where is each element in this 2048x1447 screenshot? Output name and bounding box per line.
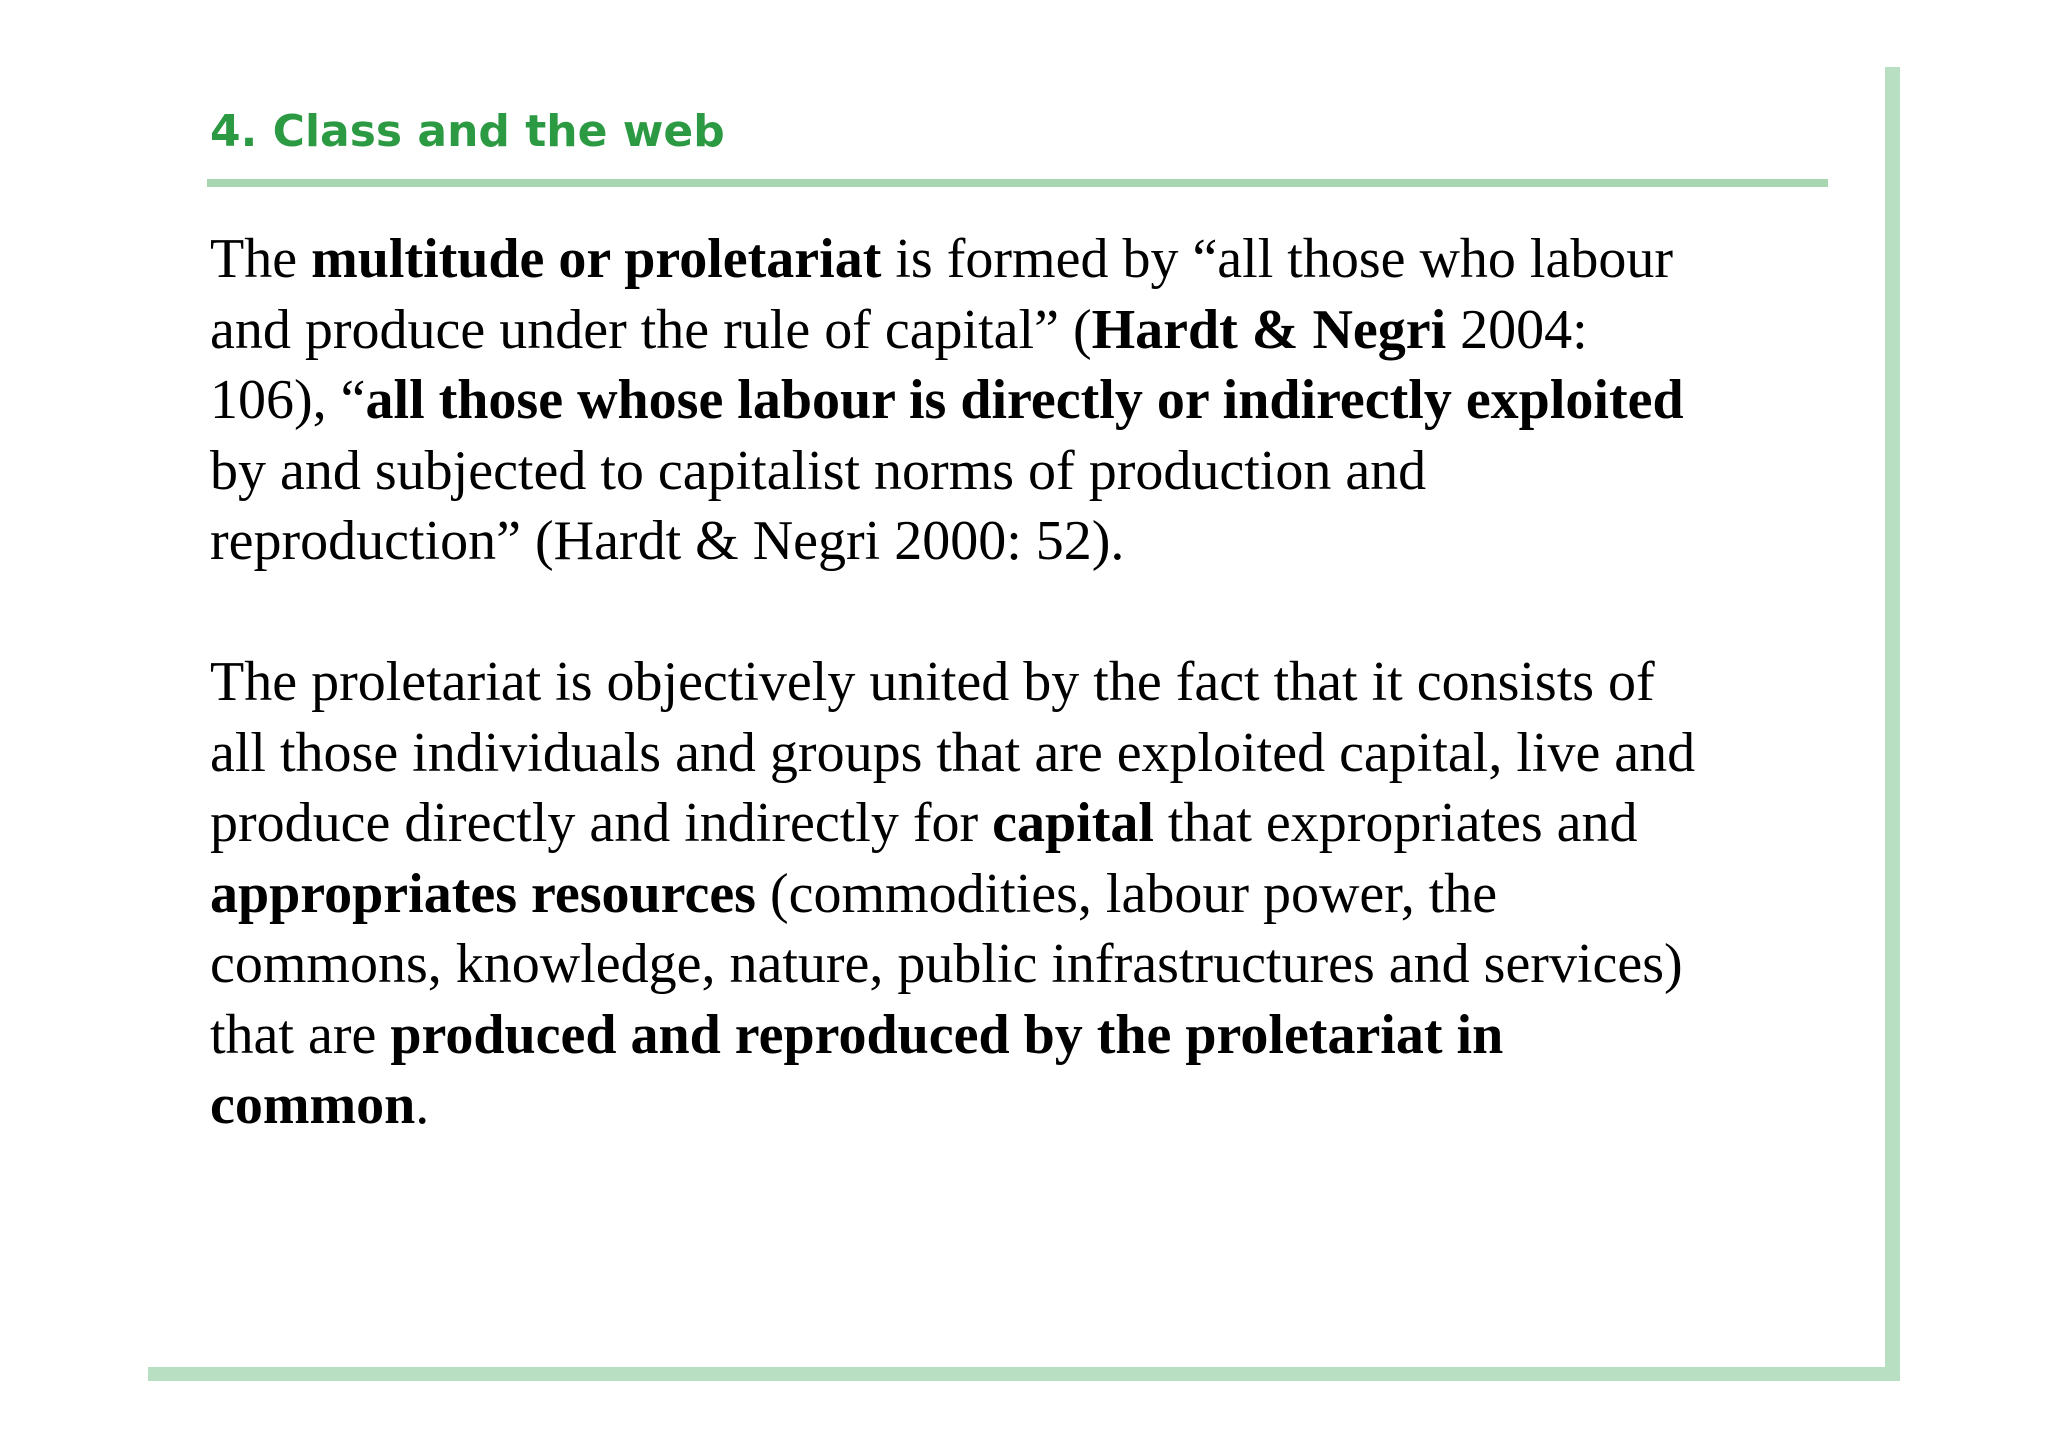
paragraph1-line4: by and subjected to capitalist norms of production and [210, 439, 1427, 502]
paragraph2-line2: all those individuals and groups that are exploited capital, live and [210, 721, 1696, 784]
text-run: The [210, 228, 312, 290]
text-run: produce directly and indirectly for [210, 792, 993, 854]
paragraph-multitude-definition [210, 224, 1850, 577]
bold-text-run: multitude or proletariat [311, 228, 882, 290]
paragraph-proletariat-unity [210, 647, 1850, 1141]
bold-text-run: all those whose labour is directly or indirectly exploited [365, 369, 1684, 431]
paragraph1-line1 [210, 224, 1850, 295]
text-run: 106), “ [210, 369, 366, 431]
paragraph2-line6 [210, 1000, 1850, 1071]
bottom-border-rule [148, 1367, 1900, 1381]
slide-body [210, 224, 1850, 1141]
bold-text-run: common [210, 1074, 416, 1136]
paragraph2-line3 [210, 788, 1850, 859]
bold-text-run: appropriates resources [210, 862, 756, 925]
text-run: . [415, 1074, 430, 1136]
right-border-rule [1885, 67, 1900, 1381]
paragraph1-line2 [210, 295, 1850, 366]
paragraph2-line4 [210, 859, 1850, 930]
text-run: (commodities, labour power, the [755, 862, 1498, 925]
paragraph1-line5: reproduction” (Hardt & Negri 2000: 52). [210, 510, 1125, 572]
text-run: and produce under the rule of capital” ( [210, 298, 1092, 361]
bold-text-run: produced and reproduced by the proletariat in [390, 1003, 1504, 1066]
bold-text-run: capital [992, 792, 1154, 854]
paragraph2-line7 [210, 1070, 1850, 1141]
bold-text-run: Hardt & Negri [1091, 298, 1447, 361]
slide-title: 4. Class and the web [210, 106, 725, 157]
title-underline-rule [207, 179, 1828, 187]
text-run: that are [210, 1003, 391, 1066]
text-run: that expropriates and [1153, 792, 1638, 854]
text-run: is formed by “all those who labour [881, 228, 1673, 290]
paragraph1-line3 [210, 365, 1850, 436]
text-run: 2004: [1446, 298, 1588, 361]
paragraph2-line1: The proletariat is objectively united by the fact that it consists of [210, 651, 1655, 713]
paragraph2-line5: commons, knowledge, nature, public infrastructures and services) [210, 933, 1683, 995]
